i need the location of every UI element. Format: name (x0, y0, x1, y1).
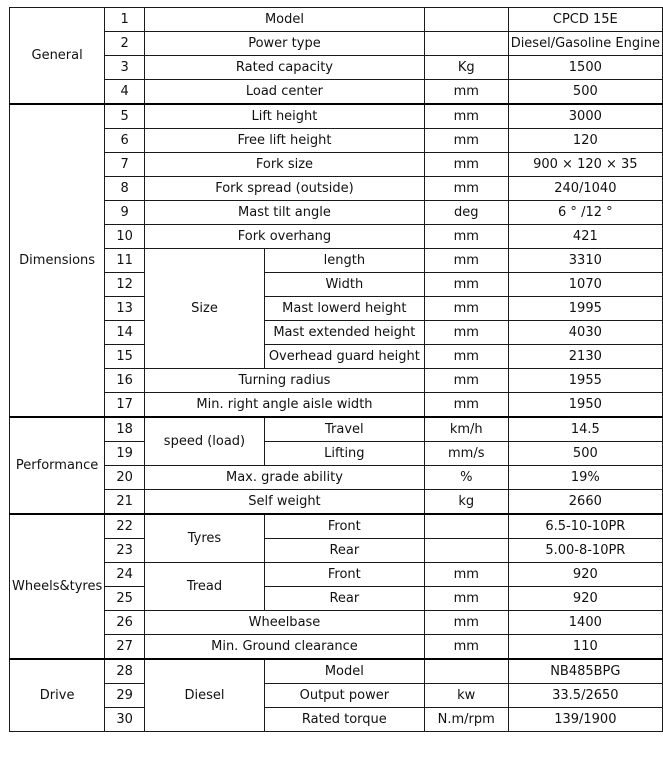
value-cell: 14.5 (508, 417, 662, 442)
value-cell: 1500 (508, 56, 662, 80)
unit-cell: mm (424, 563, 508, 587)
row-number: 1 (105, 8, 145, 32)
row-number: 7 (105, 153, 145, 177)
unit-cell: mm (424, 345, 508, 369)
table-row (10, 442, 663, 466)
unit-cell: mm (424, 104, 508, 129)
table-row (10, 56, 663, 80)
value-cell: 110 (508, 635, 662, 660)
item-label: Fork spread (outside) (145, 177, 425, 201)
table-row (10, 514, 663, 539)
row-number: 30 (105, 708, 145, 732)
item-label: Turning radius (145, 369, 425, 393)
table-row (10, 587, 663, 611)
unit-cell (424, 514, 508, 539)
table-row (10, 563, 663, 587)
table-row (10, 273, 663, 297)
row-number: 16 (105, 369, 145, 393)
value-cell: 3310 (508, 249, 662, 273)
row-number: 14 (105, 321, 145, 345)
row-number: 17 (105, 393, 145, 418)
value-cell: 920 (508, 563, 662, 587)
item-label: Width (264, 273, 424, 297)
unit-cell: kg (424, 490, 508, 515)
spec-table (9, 7, 663, 732)
row-number: 15 (105, 345, 145, 369)
value-cell: 920 (508, 587, 662, 611)
table-row (10, 635, 663, 660)
value-cell: 139/1900 (508, 708, 662, 732)
item-label: Mast extended height (264, 321, 424, 345)
table-row (10, 708, 663, 732)
item-label: Fork overhang (145, 225, 425, 249)
item-label: length (264, 249, 424, 273)
table-row (10, 104, 663, 129)
row-number: 18 (105, 417, 145, 442)
value-cell: 1950 (508, 393, 662, 418)
unit-cell (424, 659, 508, 684)
table-row (10, 32, 663, 56)
row-number: 25 (105, 587, 145, 611)
value-cell: 33.5/2650 (508, 684, 662, 708)
row-number: 10 (105, 225, 145, 249)
table-row (10, 393, 663, 418)
value-cell: 3000 (508, 104, 662, 129)
unit-cell: mm/s (424, 442, 508, 466)
row-number: 3 (105, 56, 145, 80)
subgroup-cell: speed (load) (145, 417, 265, 466)
unit-cell: deg (424, 201, 508, 225)
row-number: 13 (105, 297, 145, 321)
table-row (10, 80, 663, 105)
value-cell: 4030 (508, 321, 662, 345)
row-number: 4 (105, 80, 145, 105)
item-label: Wheelbase (145, 611, 425, 635)
row-number: 26 (105, 611, 145, 635)
table-row (10, 611, 663, 635)
unit-cell: kw (424, 684, 508, 708)
unit-cell: mm (424, 177, 508, 201)
unit-cell (424, 539, 508, 563)
value-cell: 1070 (508, 273, 662, 297)
value-cell: 900 × 120 × 35 (508, 153, 662, 177)
value-cell: 6 ° /12 ° (508, 201, 662, 225)
unit-cell (424, 8, 508, 32)
value-cell: 240/1040 (508, 177, 662, 201)
item-label: Self weight (145, 490, 425, 515)
table-row (10, 225, 663, 249)
item-label: Front (264, 563, 424, 587)
unit-cell: mm (424, 249, 508, 273)
unit-cell: mm (424, 225, 508, 249)
unit-cell (424, 32, 508, 56)
table-row (10, 345, 663, 369)
subgroup-cell: Size (145, 249, 265, 369)
row-number: 27 (105, 635, 145, 660)
table-row (10, 177, 663, 201)
unit-cell: mm (424, 369, 508, 393)
item-label: Max. grade ability (145, 466, 425, 490)
table-row (10, 297, 663, 321)
row-number: 2 (105, 32, 145, 56)
table-row (10, 249, 663, 273)
item-label: Free lift height (145, 129, 425, 153)
item-label: Mast tilt angle (145, 201, 425, 225)
value-cell: Diesel/Gasoline Engine (508, 32, 662, 56)
table-row (10, 659, 663, 684)
row-number: 28 (105, 659, 145, 684)
row-number: 8 (105, 177, 145, 201)
group-cell: Drive (10, 659, 105, 732)
unit-cell: mm (424, 393, 508, 418)
unit-cell: mm (424, 297, 508, 321)
value-cell: 5.00-8-10PR (508, 539, 662, 563)
value-cell: 500 (508, 80, 662, 105)
subgroup-cell: Tread (145, 563, 265, 611)
value-cell: 1955 (508, 369, 662, 393)
value-cell: 421 (508, 225, 662, 249)
item-label: Min. Ground clearance (145, 635, 425, 660)
unit-cell: mm (424, 611, 508, 635)
item-label: Rated capacity (145, 56, 425, 80)
unit-cell: mm (424, 587, 508, 611)
item-label: Fork size (145, 153, 425, 177)
group-cell: General (10, 8, 105, 105)
table-row (10, 129, 663, 153)
value-cell: 6.5-10-10PR (508, 514, 662, 539)
value-cell: 500 (508, 442, 662, 466)
row-number: 6 (105, 129, 145, 153)
unit-cell: mm (424, 635, 508, 660)
item-label: Rear (264, 587, 424, 611)
subgroup-cell: Tyres (145, 514, 265, 563)
group-cell: Dimensions (10, 104, 105, 417)
row-number: 5 (105, 104, 145, 129)
row-number: 11 (105, 249, 145, 273)
item-label: Rear (264, 539, 424, 563)
value-cell: 120 (508, 129, 662, 153)
row-number: 19 (105, 442, 145, 466)
row-number: 29 (105, 684, 145, 708)
item-label: Output power (264, 684, 424, 708)
unit-cell: % (424, 466, 508, 490)
value-cell: CPCD 15E (508, 8, 662, 32)
row-number: 24 (105, 563, 145, 587)
subgroup-cell: Diesel (145, 659, 265, 732)
table-row (10, 369, 663, 393)
item-label: Model (264, 659, 424, 684)
value-cell: 2660 (508, 490, 662, 515)
value-cell: 1995 (508, 297, 662, 321)
value-cell: NB485BPG (508, 659, 662, 684)
item-label: Lifting (264, 442, 424, 466)
table-row (10, 153, 663, 177)
item-label: Front (264, 514, 424, 539)
item-label: Load center (145, 80, 425, 105)
unit-cell: Kg (424, 56, 508, 80)
item-label: Travel (264, 417, 424, 442)
row-number: 20 (105, 466, 145, 490)
item-label: Rated torque (264, 708, 424, 732)
item-label: Mast lowerd height (264, 297, 424, 321)
table-row (10, 8, 663, 32)
row-number: 12 (105, 273, 145, 297)
unit-cell: mm (424, 273, 508, 297)
item-label: Power type (145, 32, 425, 56)
item-label: Lift height (145, 104, 425, 129)
unit-cell: mm (424, 153, 508, 177)
row-number: 22 (105, 514, 145, 539)
unit-cell: mm (424, 321, 508, 345)
group-cell: Wheels&tyres (10, 514, 105, 659)
table-row (10, 201, 663, 225)
row-number: 9 (105, 201, 145, 225)
row-number: 23 (105, 539, 145, 563)
table-row (10, 321, 663, 345)
table-row (10, 466, 663, 490)
table-row (10, 684, 663, 708)
item-label: Model (145, 8, 425, 32)
table-row (10, 490, 663, 515)
table-row (10, 539, 663, 563)
row-number: 21 (105, 490, 145, 515)
unit-cell: mm (424, 129, 508, 153)
group-cell: Performance (10, 417, 105, 514)
value-cell: 19% (508, 466, 662, 490)
value-cell: 1400 (508, 611, 662, 635)
item-label: Overhead guard height (264, 345, 424, 369)
unit-cell: mm (424, 80, 508, 105)
spec-table-body (10, 8, 663, 732)
unit-cell: km/h (424, 417, 508, 442)
item-label: Min. right angle aisle width (145, 393, 425, 418)
value-cell: 2130 (508, 345, 662, 369)
unit-cell: N.m/rpm (424, 708, 508, 732)
table-row (10, 417, 663, 442)
